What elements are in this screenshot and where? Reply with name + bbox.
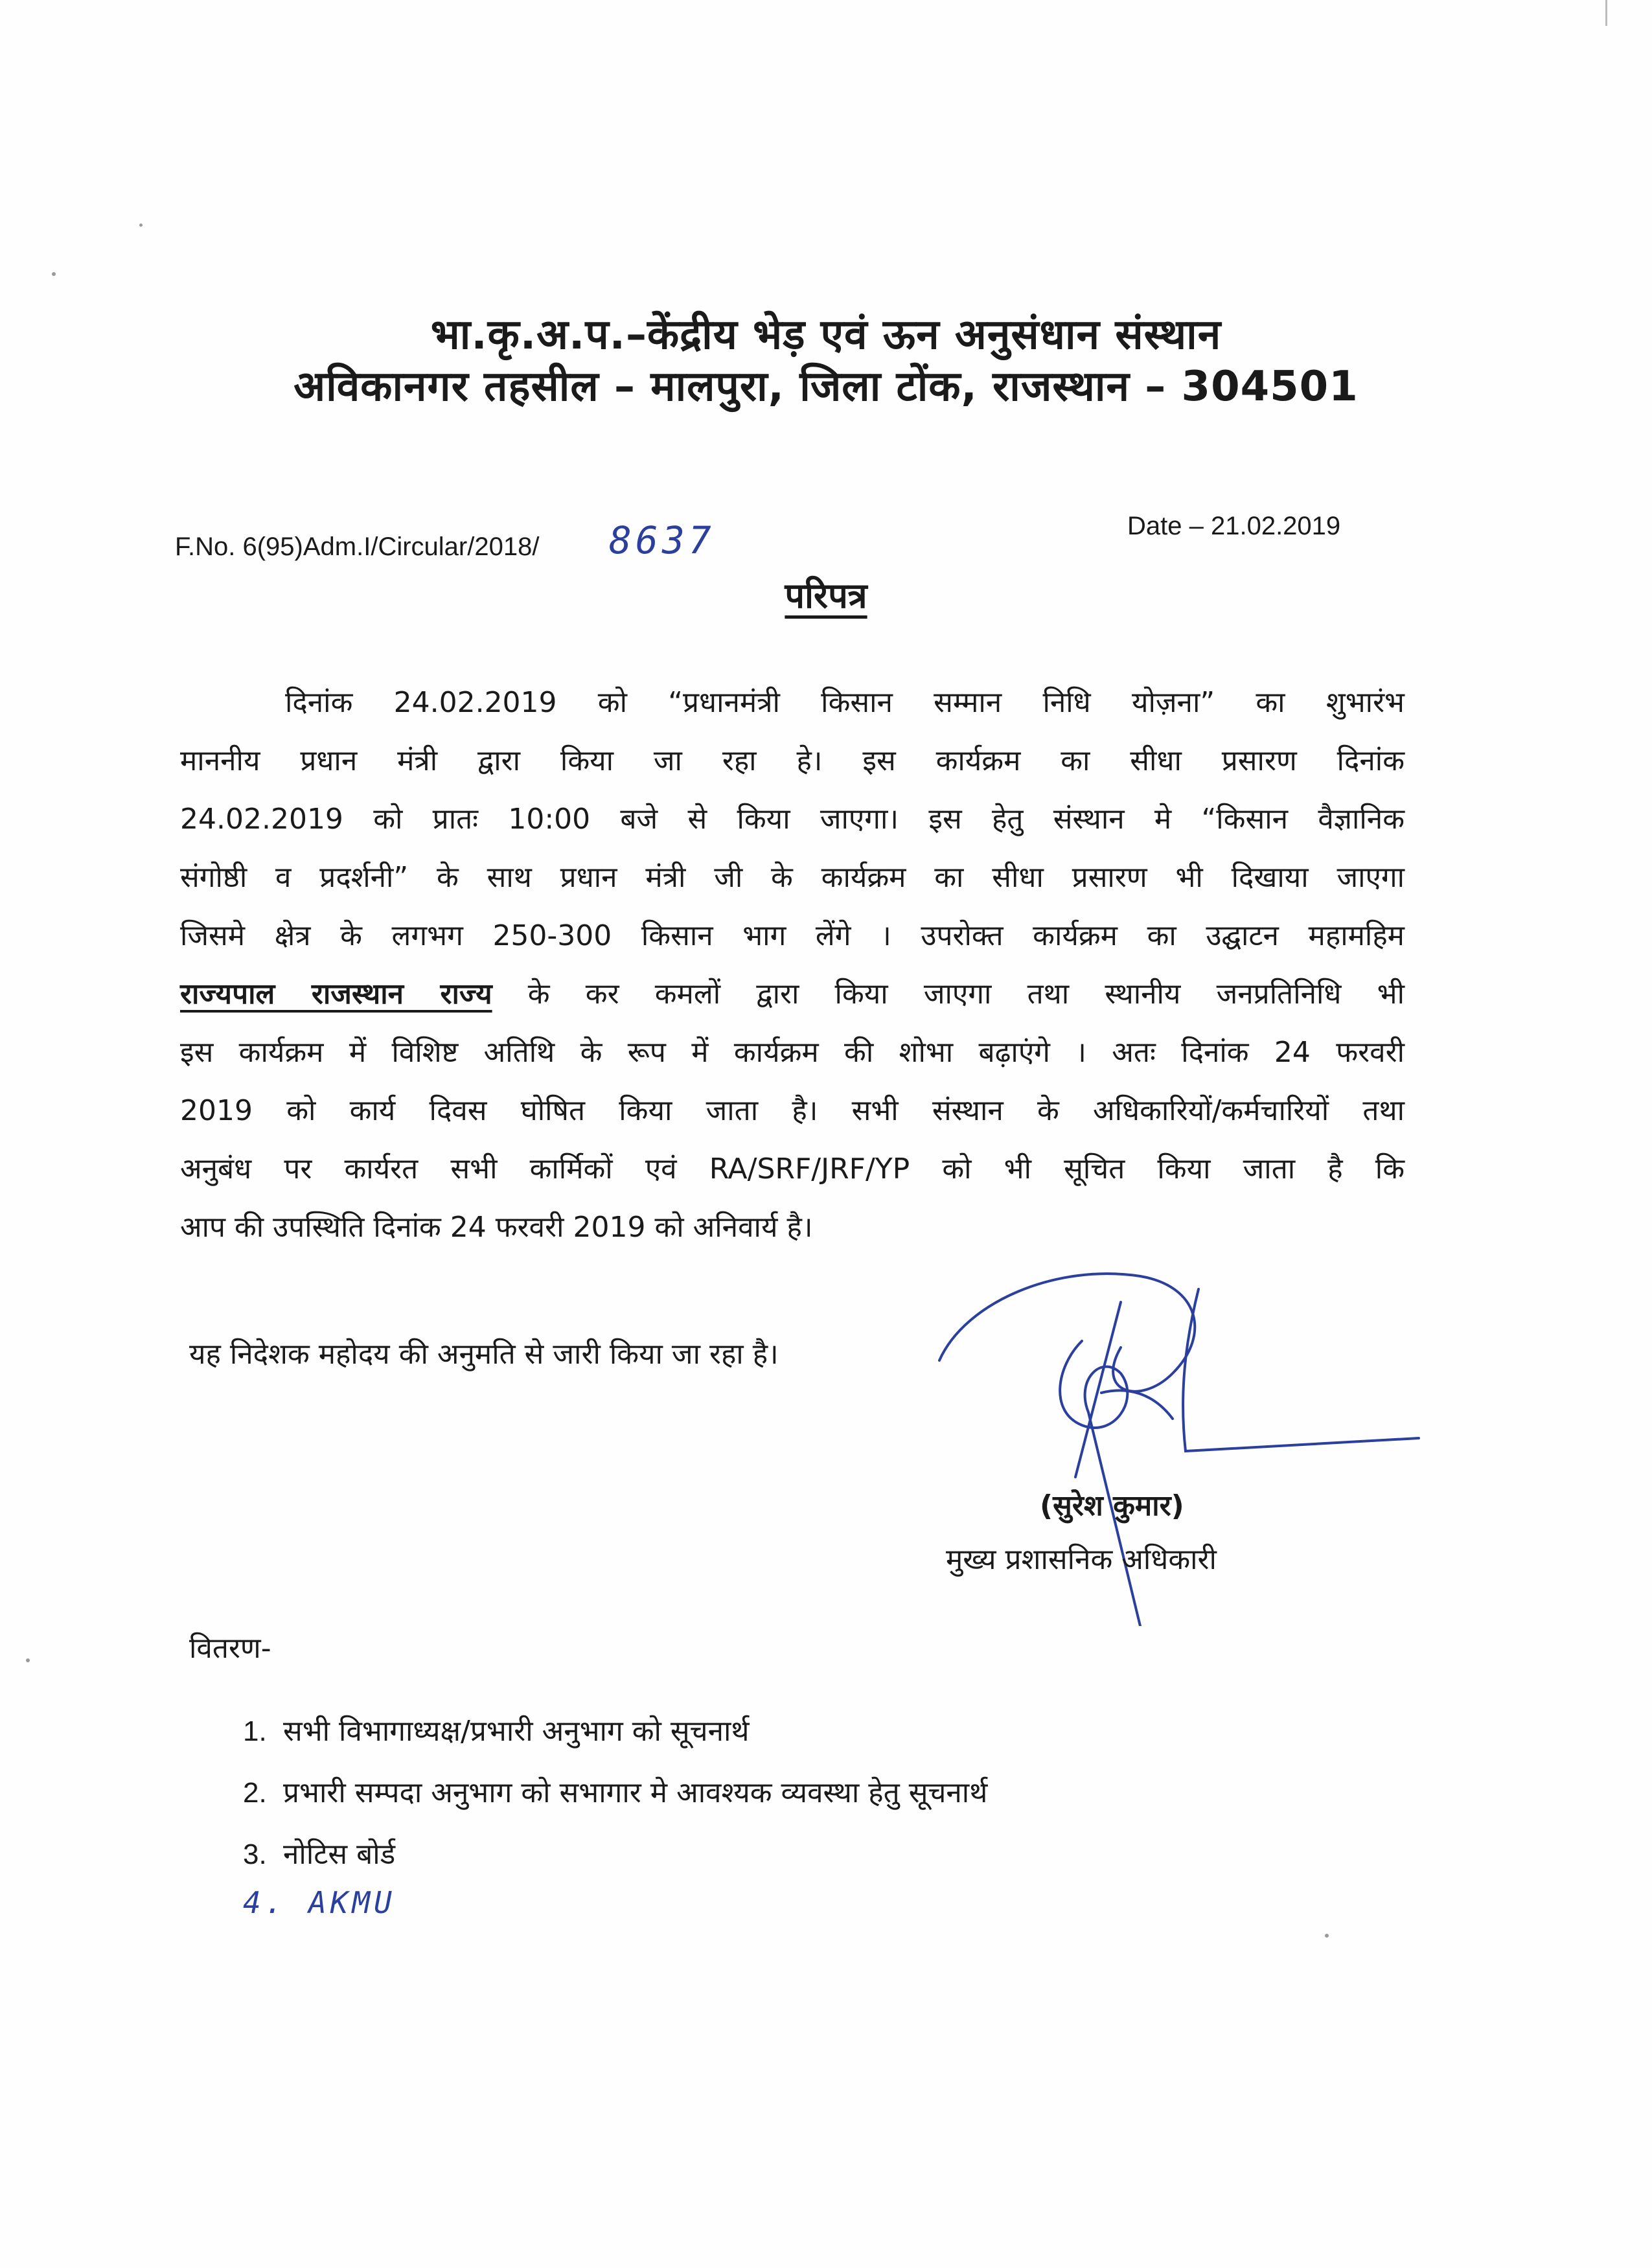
scan-edge-mark [1605,0,1607,26]
body-line: संगोष्ठी व प्रदर्शनी” के साथ प्रधान मंत्री जी के कार्यक्रम का सीधा प्रसारण भी दिखाया जाएगा [180,861,1405,894]
body-line: 2019 को कार्य दिवस घोषित किया जाता है। सभी संस्थान के अधिकारियों/कर्मचारियों तथा [180,1094,1405,1127]
body-line: दिनांक 24.02.2019 को “प्रधानमंत्री किसान सम्मान निधि योज़ना” का शुभारंभ [285,686,1405,719]
scan-speck [52,272,56,276]
scan-speck [139,223,143,227]
item-text: सभी विभागाध्यक्ष/प्रभारी अनुभाग को सूचनार्थ [283,1715,750,1748]
item-number: 1. [243,1715,267,1747]
distribution-heading: वितरण- [189,1632,271,1665]
body-line: 24.02.2019 को प्रातः 10:00 बजे से किया जाएगा। इस हेतु संस्थान मे “किसान वैज्ञानिक [180,803,1405,836]
handwritten-distribution-item: 4. AKMU [243,1885,396,1920]
item-number: 3. [243,1838,267,1870]
body-line: इस कार्यक्रम में विशिष्ट अतिथि के रूप में कार्यक्रम की शोभा बढ़ाएंगे । अतः दिनांक 24 फरवरी [180,1036,1405,1069]
handwritten-dispatch-number: 8637 [609,518,715,562]
body-line: अनुबंध पर कार्यरत सभी कार्मिकों एवं RA/SRF/JRF/YP को भी सूचित किया जाता है कि [180,1152,1405,1186]
body-line-governor [180,973,1405,1012]
item-number: 2. [243,1777,267,1809]
distribution-item [243,1710,750,1749]
governor-title: राज्यपाल राजस्थान राज्य [180,978,492,1011]
distribution-item [243,1833,395,1872]
document-title: परिपत्र [785,575,867,616]
body-line: आप की उपस्थिति दिनांक 24 फरवरी 2019 को अनिवार्य है। [180,1211,813,1244]
file-number: F.No. 6(95)Adm.I/Circular/2018/ [175,533,540,561]
circular-date: Date – 21.02.2019 [1127,512,1341,540]
body-line: जिसमे क्षेत्र के लगभग 250-300 किसान भाग लेंगे । उपरोक्त कार्यक्रम का उद्घाटन महामहिम [180,919,1405,952]
institute-name: भा.कृ.अ.प.–केंद्रीय भेड़ एवं ऊन अनुसंधान संस्थान [430,311,1222,359]
scan-speck [26,1658,30,1662]
signatory-designation: मुख्य प्रशासनिक अधिकारी [946,1543,1217,1576]
body-line-rest: के कर कमलों द्वारा किया जाएगा तथा स्थानीय जनप्रतिनिधि भी [492,978,1405,1011]
authority-statement: यह निदेशक महोदय की अनुमति से जारी किया जा रहा है। [189,1338,779,1371]
signatory-name: (सुरेश कुमार) [1040,1489,1184,1522]
item-text: नोटिस बोर्ड [283,1838,396,1871]
institute-address: अविकानगर तहसील – मालपुरा, जिला टोंक, राजस्थान – 304501 [293,363,1359,411]
distribution-item [243,1772,987,1811]
body-line: माननीय प्रधान मंत्री द्वारा किया जा रहा हे। इस कार्यक्रम का सीधा प्रसारण दिनांक [180,744,1405,777]
item-text: प्रभारी सम्पदा अनुभाग को सभागार मे आवश्यक व्यवस्था हेतु सूचनार्थ [283,1776,988,1809]
scan-speck [1325,1934,1329,1938]
